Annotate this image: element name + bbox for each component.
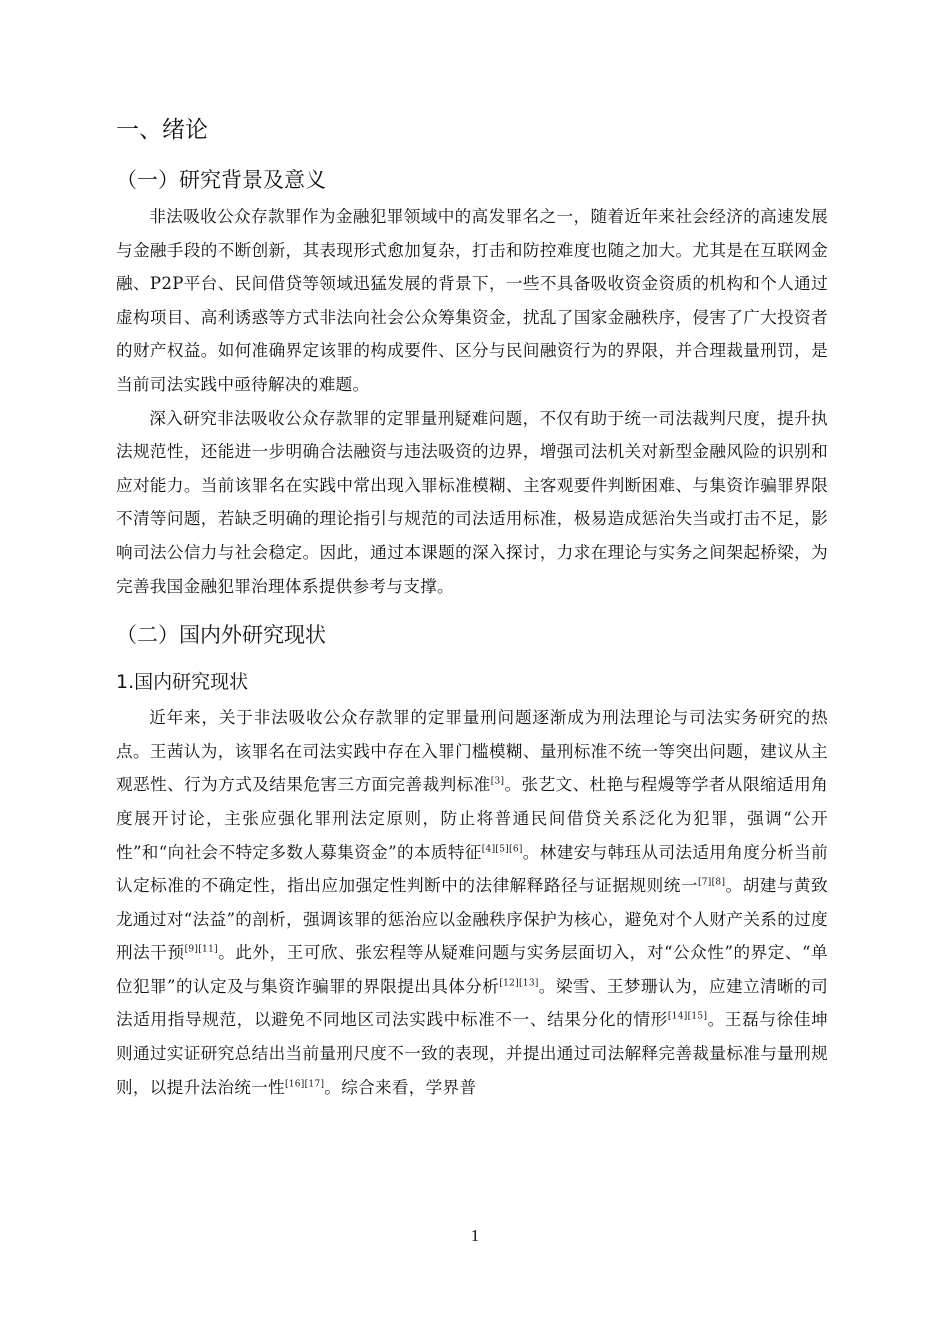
chapter-heading: 一、绪论 [116, 117, 208, 143]
text-segment: 。胡建与黄致龙通过对“法益”的剖析，强调该罪的惩治应以金融秩序保护为核心，避免对个人财产关系的过度刑法干预 [116, 876, 828, 963]
subsection-heading-domestic: 1.国内研究现状 [116, 671, 249, 694]
text-segment: 。综合来看，学界普 [324, 1077, 477, 1097]
citation-ref: [14][15] [667, 1011, 708, 1022]
page-body [116, 110, 828, 1104]
text-segment: 。王磊与徐佳坤则通过实证研究总结出当前量刑尺度不一致的表现，并提出通过司法解释完善裁量标准与量刑规则，以提升法治统一性 [116, 1010, 828, 1097]
citation-ref: [16][17] [284, 1079, 325, 1090]
text-segment: 近年来，关于非法吸收公众存款罪的定罪量刑问题逐渐成为刑法理论与司法实务研究的热点。王茜认为，该罪名在司法实践中存在入罪门槛模糊、量刑标准不统一等突出问题，建议从主观恶性、行为方式及结果危害三方面完善裁判标准 [116, 708, 828, 795]
section-heading-background: （一）研究背景及意义 [116, 168, 326, 192]
text-segment: 。梁雪、王梦珊认为，应建立清晰的司法适用指导规范，以避免不同地区司法实践中标准不一、结果分化的情形 [116, 976, 828, 1030]
citation-ref: [4][5][6] [481, 843, 523, 854]
citation-ref: [7][8] [697, 877, 726, 888]
text-segment: 。张艺文、杜艳与程熳等学者从限缩适用角度展开讨论，主张应强化罪刑法定原则，防止将普通民间借贷关系泛化为犯罪，强调“公开性”和“向社会不特定多数人募集资金”的本质特征 [116, 775, 828, 862]
citation-ref: [3] [490, 776, 505, 787]
page-number: 1 [470, 1226, 480, 1245]
text-segment: 。此外，王可欣、张宏程等从疑难问题与实务层面切入，对“公众性”的界定、“单位犯罪”的认定及与集资诈骗罪的界限提出具体分析 [116, 943, 828, 996]
paragraph-background-1: 非法吸收公众存款罪作为金融犯罪领域中的高发罪名之一，随着近年来社会经济的高速发展与金融手段的不断创新，其表现形式愈加复杂，打击和防控难度也随之加大。尤其是在互联网金融、P2P平台、民间借贷等领域迅猛发展的背景下，一些不具备吸收资金资质的机构和个人通过虚构项目、高利诱惑等方式非法向社会公众筹集资金，扰乱了国家金融秩序，侵害了广大投资者的财产权益。如何准确界定该罪的构成要件、区分与民间融资行为的界限，并合理裁量刑罚，是当前司法实践中亟待解决的难题。 [116, 207, 828, 394]
citation-ref: [12][13] [499, 978, 539, 989]
section-heading-research-status: （二）国内外研究现状 [116, 623, 326, 648]
text-segment: 。林建安与韩珏从司法适用角度分析当前认定标准的不确定性，指出应加强定性判断中的法律解释路径与证据规则统一 [116, 842, 828, 896]
citation-ref: [9][11] [184, 944, 218, 955]
paragraph-domestic-research [116, 701, 828, 1104]
paragraph-background-2: 深入研究非法吸收公众存款罪的定罪量刑疑难问题，不仅有助于统一司法裁判尺度，提升执法规范性，还能进一步明确合法融资与违法吸资的边界，增强司法机关对新型金融风险的识别和应对能力。当前该罪名在实践中常出现入罪标准模糊、主客观要件判断困难、与集资诈骗罪界限不清等问题，若缺乏明确的理论指引与规范的司法适用标准，极易造成惩治失当或打击不足，影响司法公信力与社会稳定。因此，通过本课题的深入探讨，力求在理论与实务之间架起桥梁，为完善我国金融犯罪治理体系提供参考与支撑。 [116, 408, 828, 596]
